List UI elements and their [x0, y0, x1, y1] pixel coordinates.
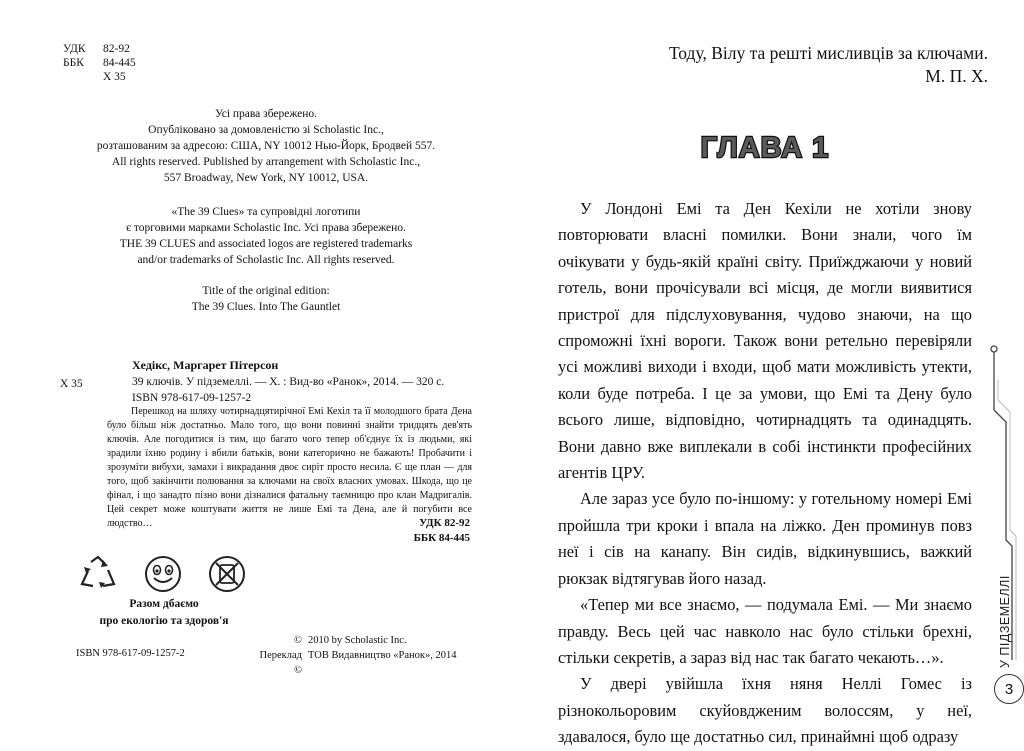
side-tab-label-text: У ПІДЗЕМЕЛЛІ: [998, 575, 1012, 668]
chapter-title-graphic: [690, 126, 840, 166]
trademark-line: є торговими марками Scholastic Inc. Усі права збережено.: [126, 222, 406, 234]
story-paragraph: У двері увійшла їхня няня Неллі Гомес із різнокольоровим скуйовдженим волоссям, у неї, здавалося, було ще достатньо сил, принаймні щоб одразу: [558, 674, 972, 747]
classification-row: [63, 56, 136, 70]
copyright-text: ТОВ Видавництво «Ранок», 2014: [308, 650, 457, 661]
rights-line: Усі права збережено.: [214, 108, 318, 120]
left-page: [0, 0, 520, 732]
rights-notice: [80, 106, 452, 186]
catalog-isbn: ISBN 978-617-09-1257-2: [132, 392, 252, 404]
original-title-notice: [156, 283, 376, 315]
eco-icons: [77, 552, 247, 596]
catalog-title: 39 ключів. У підземеллі. — Х. : Вид-во «Ранок», 2014. — 320 с.: [132, 376, 445, 388]
trademark-notice: [76, 204, 456, 268]
classification-codes: [63, 42, 136, 84]
chapter-heading: [690, 126, 840, 166]
copyright-block: [258, 633, 457, 678]
classification-value: 82-92: [103, 43, 130, 55]
dedication-line: М. П. Х.: [925, 66, 988, 86]
story-paragraph: «Тепер ми все знаємо, — подумала Емі. — Ми знаємо правду. Весь цей час навколо нас було стільки брехні, стільки секретів, а зараз від нас так багато чекають…».: [558, 595, 972, 667]
story-paragraph: У Лондоні Емі та Ден Кехіли не хотіли знову повторювати власні помилки. Вони знали, чого їм очікувати у будь-якій країні світу. Приїжджаючи у новий готель, вони прочісували всі місця, де могли виявитися пристрої для підслуховування, чудово знаючи, на що спроможні їхні вороги. Також вони ретельно перевіряли усі можливі виходи і входи, щоб мати можливість утекти, коли буде потреба. І це за умови, що Емі та Дену було всього лише, відповідно, чотирнадцять та одинадцять. Вони давно вже виплекали в собі інстинкти професійних агентів ЦРУ.: [558, 199, 972, 483]
trademark-line: THE 39 CLUES and associated logos are registered trademarks: [119, 238, 413, 250]
classification-row: [63, 70, 136, 84]
classification-bottom-line: ББК 84-445: [413, 531, 470, 544]
classification-key: ББК: [63, 57, 84, 69]
eco-slogan-line: Разом дбаємо: [129, 598, 199, 610]
rights-line: Опубліковано за домовленістю зі Scholastic Inc.,: [148, 124, 384, 136]
story-paragraph: Але зараз усе було по-іншому: у готельному номері Емі пройшла три кроки і впала на ліжко. Ден проминув повз неї і сів на канапу. Він сидів, відкинувшись, важкий рюкзак відтягував його назад.: [558, 489, 972, 588]
catalog-annotation: Перешкод на шляху чотирнадцятирічної Емі Кехіл та її молодшого брата Дена було більш ніж достатньо. Мало того, що вони повинні знайти тридцять дев'ять ключів. Але погодитися із тим, що багато чого тепер об'єднує їх із людьми, які зрадили їхню родину і вбили батьків, вони категорично не бажають! Пробачити і зрозуміти вибухи, замахи і викрадання двоє сиріт просто несила. Є ще план — для того, щоб закінчити полювання за ключами на своїх власних умовах. Шкода, що це фінал, і що занадто пізно вони дізналися фатальну таємницю про клан Мадригалів. Цей секрет може коштувати життя не лише Емі та Дена, але й погубити все людство…: [107, 406, 472, 529]
copyright-text: 2010 by Scholastic Inc.: [308, 635, 407, 646]
classification-key: [63, 70, 103, 84]
recycle-icon: [77, 554, 119, 594]
classification-bottom-line: УДК 82-92: [419, 517, 470, 529]
copyright-label: Переклад ©: [259, 650, 302, 676]
classification-value: 84-445: [103, 57, 136, 69]
classification-key: УДК: [63, 43, 86, 55]
classification-bottom: [380, 516, 470, 545]
trademark-line: «The 39 Clues» та супровідні логотипи: [171, 206, 361, 218]
side-tab-label: [984, 560, 1024, 670]
no-plastic-icon: [207, 554, 247, 594]
original-title-line: The 39 Clues. Into The Gauntlet: [191, 301, 341, 313]
rights-line: розташованим за адресою: США, NY 10012 Нью-Йорк, Бродвей 557.: [96, 140, 436, 152]
isbn-bottom: ISBN 978-617-09-1257-2: [76, 648, 185, 659]
classification-value: Х 35: [103, 71, 126, 83]
catalog-author: Хедікс, Маргарет Пітерсон: [132, 358, 279, 372]
copyright-row: [258, 633, 457, 648]
trademark-line: and/or trademarks of Scholastic Inc. All rights reserved.: [137, 254, 395, 266]
copyright-label: ©: [294, 635, 302, 646]
classification-row: [63, 42, 136, 56]
copyright-row: [258, 648, 457, 678]
dedication-line: Тоду, Вілу та решті мисливців за ключами.: [668, 43, 988, 63]
smiley-icon: [143, 554, 183, 594]
chapter-title: ГЛАВА 1: [700, 132, 830, 164]
rights-line: 557 Broadway, New York, NY 10012, USA.: [163, 172, 369, 184]
side-tab-decoration: [972, 340, 1024, 732]
catalog-code: Х 35: [60, 378, 83, 390]
original-title-line: Title of the original edition:: [202, 285, 330, 297]
dedication: [580, 42, 988, 88]
story-text: [558, 196, 972, 751]
right-page: [520, 0, 1024, 747]
rights-line: All rights reserved. Published by arrangement with Scholastic Inc.,: [111, 156, 421, 168]
page-number: 3: [994, 674, 1024, 704]
eco-slogan-line: про екологію та здоров'я: [99, 615, 229, 627]
eco-slogan: [64, 596, 264, 630]
